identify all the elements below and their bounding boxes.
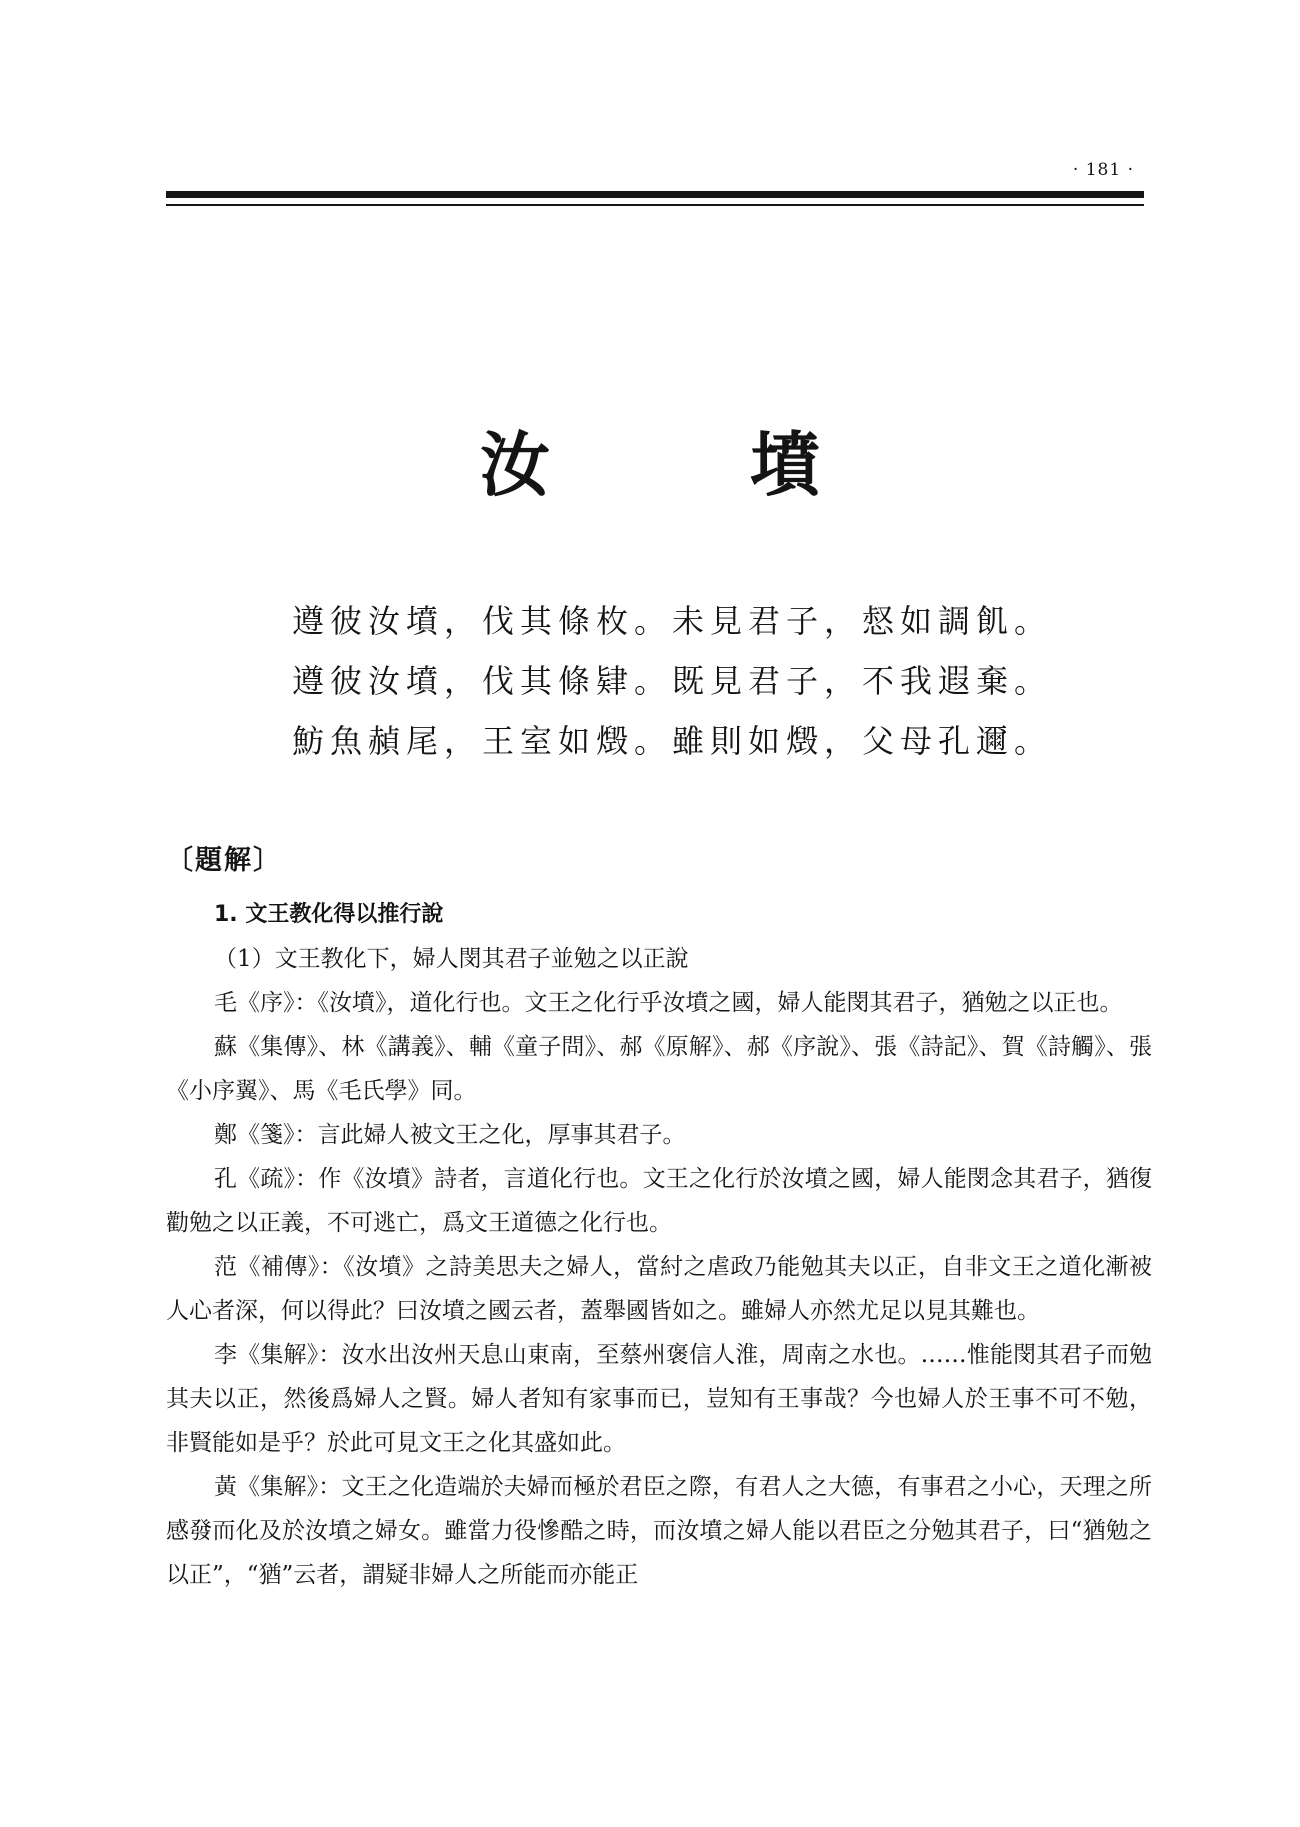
section-heading: 〔題解〕 [166,845,282,876]
page-number: · 181 · [1072,160,1134,180]
poem-line: 魴魚赬尾，王室如燬。雖則如燬，父母孔邇。 [292,722,1053,760]
commentary-body [166,893,1152,1597]
commentary-paragraph: 蘇《集傳》、林《講義》、輔《童子問》、郝《原解》、郝《序說》、張《詩記》、賀《詩觸》、張《小序翼》、馬《毛氏學》同。 [166,1034,1152,1104]
commentary-paragraph: 毛《序》：《汝墳》，道化行也。文王之化行乎汝墳之國，婦人能閔其君子，猶勉之以正也。 [214,990,1123,1016]
commentary-paragraph: 范《補傳》：《汝墳》之詩美思夫之婦人，當紂之虐政乃能勉其夫以正，自非文王之道化漸被人心者深，何以得此？曰汝墳之國云者，蓋舉國皆如之。雖婦人亦然尤足以見其難也。 [166,1254,1152,1324]
poem-title: 汝 墳 [479,423,909,506]
commentary-paragraph: 孔《疏》：作《汝墳》詩者，言道化行也。文王之化行於汝墳之國，婦人能閔念其君子，猶復勸勉之以正義，不可逃亡，爲文王道德之化行也。 [166,1166,1152,1236]
commentary-paragraph: 李《集解》：汝水出汝州天息山東南，至蔡州褒信人淮，周南之水也。……惟能閔其君子而勉其夫以正，然後爲婦人之賢。婦人者知有家事而已，豈知有王事哉？今也婦人於王事不可不勉，非賢能如是乎？於此可見文王之化其盛如此。 [166,1342,1152,1456]
header-rule-thin [166,204,1144,206]
header-rule-thick [166,191,1144,198]
subsubheading: （1）文王教化下，婦人閔其君子並勉之以正說 [214,946,689,972]
subheading: 1. 文王教化得以推行說 [214,902,444,927]
commentary-paragraph: 鄭《箋》：言此婦人被文王之化，厚事其君子。 [214,1122,686,1148]
poem-text [292,591,1052,771]
poem-line: 遵彼汝墳，伐其條肄。既見君子，不我遐棄。 [292,662,1053,700]
commentary-paragraph: 黃《集解》：文王之化造端於夫婦而極於君臣之際，有君人之大德，有事君之小心，天理之所感發而化及於汝墳之婦女。雖當力役慘酷之時，而汝墳之婦人能以君臣之分勉其君子，曰“猶勉之以正”，“猶”云者，謂疑非婦人之所能而亦能正 [166,1474,1152,1588]
poem-line: 遵彼汝墳，伐其條枚。未見君子，惄如調飢。 [292,602,1053,640]
